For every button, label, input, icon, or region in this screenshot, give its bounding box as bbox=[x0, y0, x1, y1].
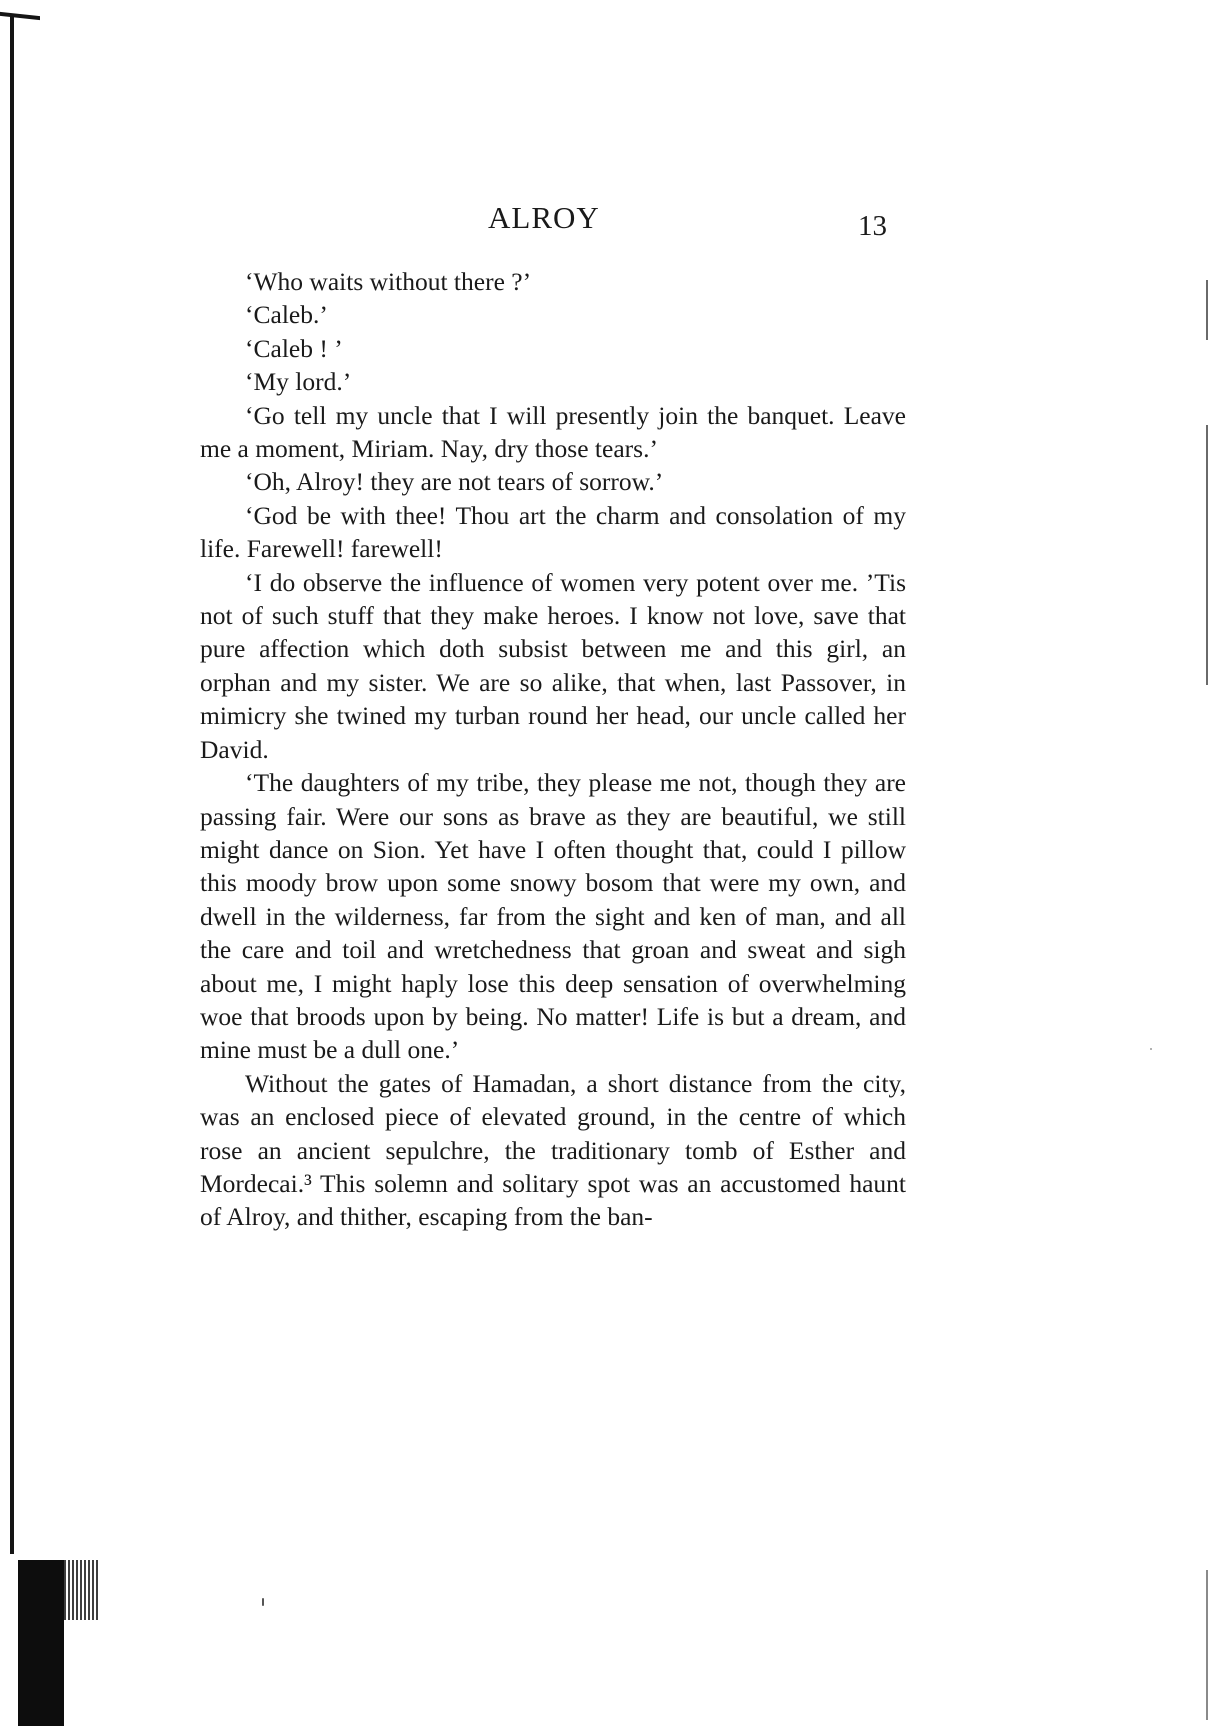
paragraph: Without the gates of Hamadan, a short distance from the city, was an enclosed piece of elevated ground, in the centre of which rose an ancient sepulchre, the traditionary tomb of Esther and Mordecai.³ This solemn and solitary spot was an accustomed haunt of Alroy, and thither, escaping from the ban- bbox=[200, 1068, 906, 1232]
scan-speck bbox=[1150, 1048, 1152, 1050]
paragraph: ‘The daughters of my tribe, they please me not, though they are passing fair. Were our sons as brave as they are beautiful, we still might dance on Sion. Yet have I often thought that, could I pillow this moody brow upon some snowy bosom that were my own, and dwell in the wilderness, far from the sight and ken of man, and all the care and toil and wretchedness that groan and sweat and sigh about me, I might haply lose this deep sensation of overwhelming woe that broods upon by being. No matter! Life is but a dream, and mine must be a dull one.’ bbox=[200, 768, 906, 1065]
page-edge-mark bbox=[1206, 280, 1208, 340]
page-number: 13 bbox=[858, 210, 887, 242]
running-head bbox=[0, 200, 1218, 240]
paragraph: ‘I do observe the influence of women very potent over me. ’Tis not of such stuff that they make heroes. I know not love, save that pure affection which doth subsist between me and this girl, an orphan and my sister. We are so alike, that when, last Passover, in mimicry she twined my turban round her head, our uncle called her David. bbox=[200, 567, 906, 764]
binding-edge-line bbox=[10, 14, 14, 1554]
paragraph: ‘Who waits without there ?’ bbox=[245, 267, 532, 296]
paragraph: ‘My lord.’ bbox=[245, 367, 352, 397]
paragraph: ‘God be with thee! Thou art the charm and consolation of my life. Farewell! farewell! bbox=[200, 500, 906, 564]
page-edge-mark bbox=[1206, 425, 1208, 685]
scan-speck bbox=[262, 1598, 264, 1606]
page-edge-mark bbox=[1206, 1570, 1208, 1720]
running-title: ALROY bbox=[488, 200, 600, 235]
body-text bbox=[200, 265, 906, 1234]
paragraph: ‘Caleb.’ bbox=[245, 300, 328, 330]
paragraph: ‘Go tell my uncle that I will presently join the banquet. Leave me a moment, Miriam. Nay, dry those tears.’ bbox=[200, 400, 906, 464]
paragraph: ‘Caleb ! ’ bbox=[245, 333, 343, 363]
binding-shadow bbox=[18, 1560, 64, 1726]
binding-edge-top bbox=[0, 12, 40, 20]
paragraph: ‘Oh, Alroy! they are not tears of sorrow.’ bbox=[245, 467, 664, 497]
binding-shadow-edge bbox=[64, 1560, 100, 1620]
